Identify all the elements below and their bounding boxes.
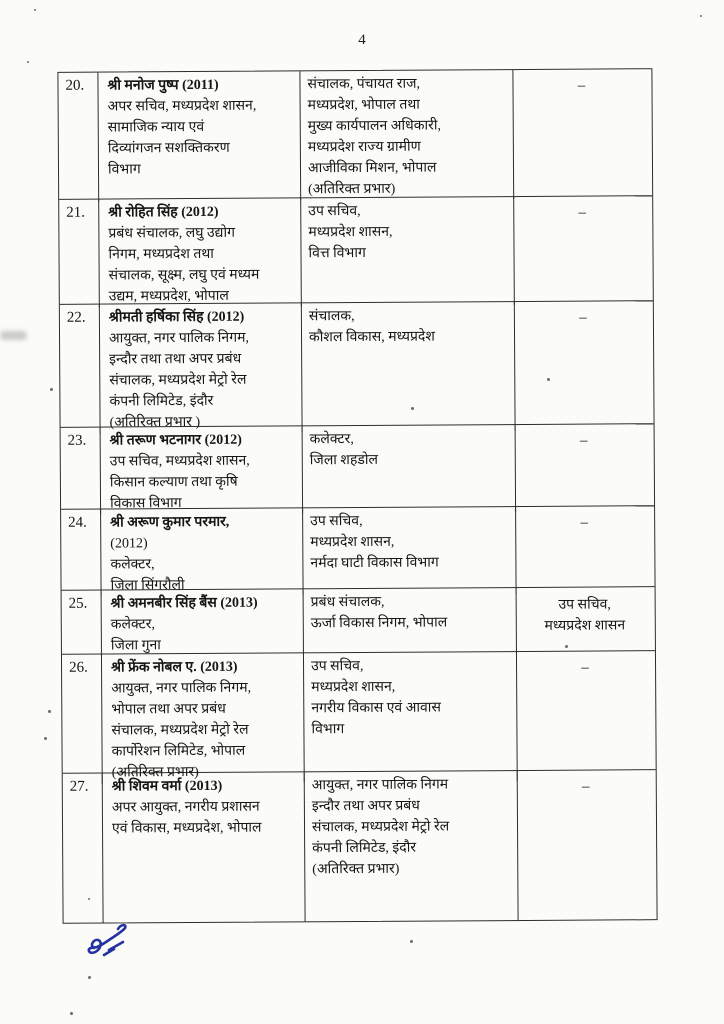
officer-designation-line: संचालक, सूक्ष्म, लघु एवं मध्यम — [108, 267, 260, 284]
cell-remarks — [515, 301, 652, 431]
serial-number: 23. — [67, 432, 87, 449]
serial-number: 22. — [66, 309, 86, 326]
table-row — [59, 196, 653, 305]
serial-number: 21. — [66, 204, 86, 221]
cell-new-posting — [304, 588, 517, 655]
posting-line: उप सचिव, — [310, 513, 363, 530]
scan-speck — [565, 645, 568, 648]
cell-serial-number — [63, 774, 104, 923]
posting-line: उप सचिव, — [310, 658, 364, 675]
serial-number: 27. — [69, 778, 89, 795]
remarks-line: मध्यप्रदेश शासन — [544, 618, 626, 634]
dash-mark: – — [581, 659, 589, 676]
table-row — [61, 506, 654, 594]
cell-new-posting — [301, 197, 515, 306]
dash-mark: – — [577, 77, 586, 94]
officer-designation-line: कलेक्टर, — [110, 617, 155, 633]
posting-line: आयुक्त, नगर पालिक निगम — [311, 777, 449, 794]
posting-line: वित्त विभाग — [308, 245, 366, 262]
scan-speck — [410, 940, 413, 943]
posting-line: कंपनी लिमिटेड, इंदौर — [312, 840, 417, 857]
posting-line: विभाग — [311, 722, 345, 738]
serial-number: 26. — [68, 659, 88, 676]
scan-speck — [547, 378, 550, 381]
cell-officer-name-designation — [102, 653, 305, 783]
cell-remarks — [516, 506, 653, 594]
officer-designation-line: इन्दौर तथा तथा अपर प्रबंध — [109, 351, 242, 368]
cell-new-posting — [300, 70, 514, 200]
officer-designation-line: अपर सचिव, मध्यप्रदेश शासन, — [107, 98, 257, 115]
officer-designation-line: आयुक्त, नगर पालिक निगम, — [111, 680, 252, 697]
officers-transfer-table — [57, 68, 657, 924]
posting-line: इन्दौर तथा अपर प्रबंध — [311, 798, 420, 815]
signature-mark — [78, 920, 140, 972]
scan-speck — [411, 407, 414, 410]
officer-name: श्री रोहित सिंह (2012) — [108, 204, 219, 221]
page-number: 4 — [358, 32, 366, 48]
officer-designation-line: दिव्यांगजन सशक्तिकरण — [107, 140, 230, 157]
cell-officer-name-designation — [102, 589, 304, 656]
cell-new-posting — [304, 652, 518, 782]
table-row — [62, 651, 656, 781]
posting-line: कलेक्टर, — [309, 432, 354, 448]
posting-line: मध्यप्रदेश, भोपाल तथा — [307, 97, 420, 114]
officer-designation-line: उद्यम, मध्यप्रदेश, भोपाल — [108, 288, 229, 305]
officer-designation-line: कंपनी लिमिटेड, इंदौर — [109, 393, 214, 410]
scan-speck — [27, 61, 29, 63]
dash-mark: – — [581, 778, 590, 795]
posting-line: मध्यप्रदेश शासन, — [311, 679, 396, 696]
table-row — [60, 301, 654, 431]
scan-speck — [88, 976, 91, 979]
posting-line: आजीविका मिशन, भोपाल — [307, 160, 437, 177]
cell-remarks — [516, 424, 653, 512]
officer-designation-line: जिला सिंगरौली — [110, 578, 185, 594]
cell-new-posting — [303, 425, 517, 513]
cell-officer-name-designation — [100, 303, 303, 433]
officer-designation-line: प्रबंध संचालक, लघु उद्योग — [108, 225, 236, 242]
officer-designation-line: किसान कल्याण तथा कृषि — [109, 474, 238, 491]
cell-serial-number — [59, 200, 100, 308]
posting-line: संचालक, मध्यप्रदेश मेट्रो रेल — [311, 819, 450, 836]
cell-new-posting — [305, 771, 519, 921]
posting-line: जिला शहडोल — [309, 452, 379, 469]
officer-name: श्री अमनबीर सिंह बैंस (2013) — [110, 595, 258, 612]
posting-line: मध्यप्रदेश शासन, — [310, 534, 395, 551]
cell-serial-number — [58, 73, 99, 202]
officer-designation-line: (अतिरिक्त प्रभार) — [111, 764, 199, 781]
officer-designation-line: कार्पोरेशन लिमिटेड, भोपाल — [111, 743, 246, 760]
officer-designation-line: सामाजिक न्याय एवं — [107, 119, 205, 136]
posting-line: मुख्य कार्यपालन अधिकारी, — [307, 118, 441, 135]
officer-designation-line: विकास विभाग — [109, 496, 182, 512]
posting-line: संचालक, पंचायत राज, — [307, 76, 421, 93]
posting-line: (अतिरिक्त प्रभार) — [312, 861, 400, 878]
scan-speck — [70, 1012, 73, 1015]
officer-designation-line: उप सचिव, मध्यप्रदेश शासन, — [109, 453, 250, 470]
serial-number: 24. — [68, 514, 87, 531]
cell-new-posting — [303, 507, 517, 595]
posting-line: कौशल विकास, मध्यप्रदेश — [308, 329, 435, 346]
cell-remarks — [517, 587, 653, 654]
posting-line: उप सचिव, — [308, 203, 361, 220]
officer-designation-line: संचालक, मध्यप्रदेश मेट्रो रेल — [109, 372, 247, 389]
posting-line: नगरीय विकास एवं आवास — [311, 700, 441, 717]
officer-designation-line: कलेक्टर, — [110, 557, 155, 573]
cell-serial-number — [61, 510, 102, 597]
officer-designation-line: एवं विकास, मध्यप्रदेश, भोपाल — [111, 820, 262, 837]
officer-name: श्री तरूण भटनागर (2012) — [109, 432, 242, 449]
posting-line: ऊर्जा विकास निगम, भोपाल — [310, 615, 448, 632]
officer-name: श्रीमती हर्षिका सिंह (2012) — [108, 309, 245, 326]
cell-officer-name-designation — [98, 71, 301, 201]
cell-remarks — [514, 196, 651, 305]
serial-number: 20. — [65, 77, 85, 94]
table-row — [61, 424, 654, 510]
scan-speck — [34, 9, 36, 11]
officer-name: श्री फ्रेंक नोबल ए. (2013) — [111, 659, 238, 676]
posting-line: मध्यप्रदेश शासन, — [308, 224, 393, 241]
officer-designation-line: संचालक, मध्यप्रदेश मेट्रो रेल — [111, 722, 249, 739]
officer-name: श्री शिवम वर्मा (2013) — [111, 778, 223, 795]
cell-remarks — [513, 69, 650, 199]
scan-speck — [88, 898, 90, 900]
cell-serial-number — [62, 591, 102, 657]
scan-speck — [700, 15, 702, 17]
cell-remarks — [518, 770, 655, 920]
cell-officer-name-designation — [101, 508, 304, 596]
dash-mark: – — [580, 514, 588, 531]
cell-officer-name-designation — [101, 426, 304, 514]
officer-designation-line: भोपाल तथा अपर प्रबंध — [111, 701, 226, 718]
cell-officer-name-designation — [99, 198, 302, 307]
officer-designation-line: निगम, मध्यप्रदेश तथा — [108, 246, 214, 263]
officer-designation-line: अपर आयुक्त, नगरीय प्रशासन — [111, 799, 260, 816]
officer-designation-line: जिला गुना — [110, 638, 161, 654]
cell-officer-name-designation — [103, 772, 306, 922]
cell-serial-number — [61, 428, 102, 515]
cell-new-posting — [302, 302, 516, 432]
serial-number: 25. — [68, 595, 88, 612]
dash-mark: – — [579, 432, 588, 449]
officer-name: श्री मनोज पुष्प (2011) — [107, 77, 219, 94]
officer-name: श्री अरूण कुमार परमार, — [110, 514, 230, 531]
posting-line: संचालक, — [308, 309, 355, 325]
posting-line: नर्मदा घाटी विकास विभाग — [310, 555, 439, 572]
dash-mark: – — [579, 309, 587, 326]
table-row — [63, 770, 657, 923]
scan-speck — [44, 737, 47, 740]
scan-speck — [48, 710, 51, 713]
scan-speck — [50, 388, 53, 391]
posting-line: मध्यप्रदेश राज्य ग्रामीण — [307, 139, 421, 156]
officer-designation-line: आयुक्त, नगर पालिक निगम, — [108, 330, 249, 347]
cell-remarks — [517, 651, 654, 781]
cell-serial-number — [60, 305, 101, 434]
table-row — [58, 69, 652, 200]
scan-smudge — [0, 331, 27, 340]
posting-line: (अतिरिक्त प्रभार) — [308, 181, 396, 198]
dash-mark: – — [578, 204, 587, 221]
officer-designation-line: (अतिरिक्त प्रभार ) — [109, 414, 201, 431]
cell-serial-number — [62, 655, 103, 784]
remarks-line: उप सचिव, — [558, 597, 611, 613]
officer-designation-line: विभाग — [107, 162, 141, 178]
posting-line: प्रबंध संचालक, — [310, 594, 385, 611]
officer-designation-line: (2012) — [110, 536, 148, 552]
